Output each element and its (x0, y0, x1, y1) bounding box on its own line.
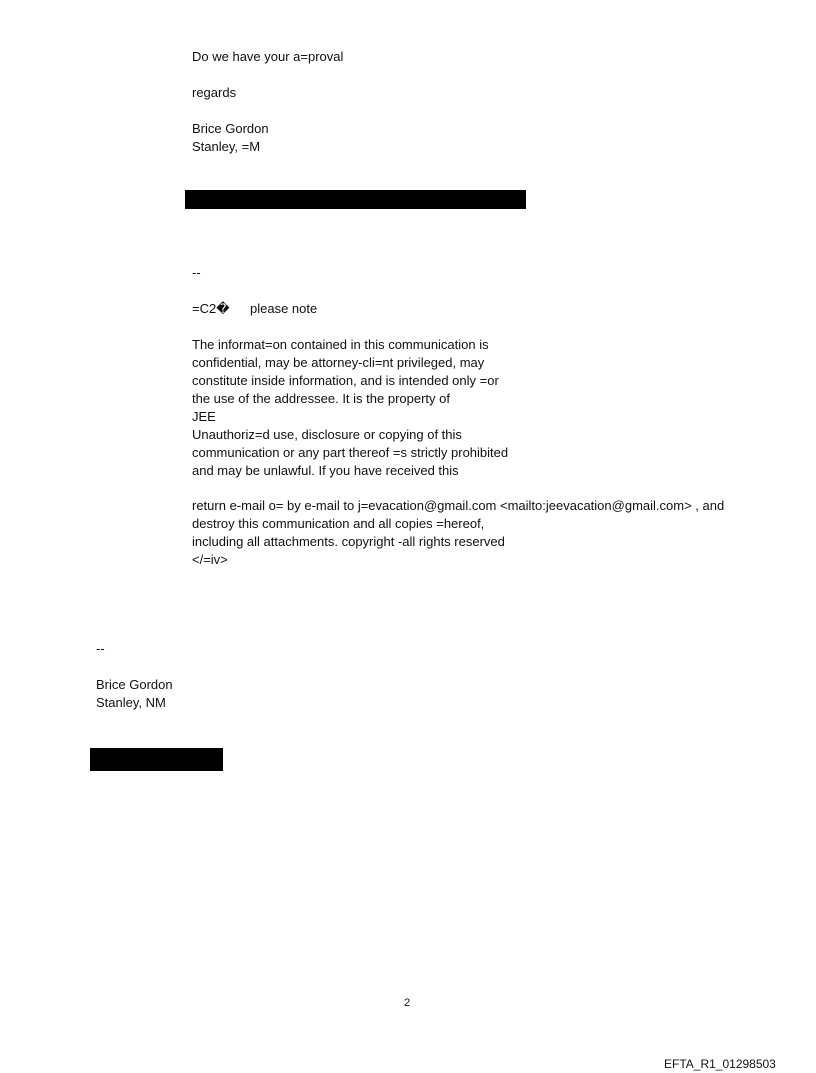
disclaimer-line: constitute inside information, and is intended only =or (192, 373, 499, 388)
signature-location: Stanley, NM (96, 695, 166, 710)
signature-name: Brice Gordon (192, 121, 269, 136)
approval-question: Do we have your a=proval (192, 49, 344, 64)
disclaimer-closing-line: destroy this communication and all copies =hereof, (192, 516, 485, 531)
disclaimer-closing-line: return e-mail o= by e-mail to j=evacation@gmail.com <mailto:jeevacation@gmail.com> , and (192, 498, 725, 513)
disclaimer-closing-line: including all attachments. copyright -all rights reserved (192, 534, 505, 549)
disclaimer-line: the use of the addressee. It is the property of (192, 391, 450, 406)
confidentiality-disclaimer (192, 336, 508, 480)
outer-separator: -- (96, 641, 105, 656)
regards-text: regards (192, 85, 237, 100)
note-prefix: =C2� (192, 301, 230, 316)
please-note-line (192, 300, 317, 318)
disclaimer-line: The informat=on contained in this communication is (192, 337, 489, 352)
disclaimer-line: JEE (192, 409, 216, 424)
disclaimer-line: confidential, may be attorney-cli=nt privileged, may (192, 355, 485, 370)
redaction-bar (90, 748, 223, 771)
page-number: 2 (404, 997, 411, 1009)
redaction-bar (185, 190, 526, 209)
disclaimer-line: and may be unlawful. If you have received this (192, 463, 459, 478)
signature-location: Stanley, =M (192, 139, 261, 154)
disclaimer-closing (192, 497, 724, 569)
disclaimer-line: communication or any part thereof =s strictly prohibited (192, 445, 509, 460)
disclaimer-line: Unauthoriz=d use, disclosure or copying of this (192, 427, 462, 442)
note-label: please note (250, 301, 318, 316)
disclaimer-closing-line: </=iv> (192, 552, 228, 567)
signature-name: Brice Gordon (96, 677, 173, 692)
quoted-signature (192, 120, 269, 156)
outer-signature (96, 676, 173, 712)
quoted-separator: -- (192, 265, 201, 280)
document-id: EFTA_R1_01298503 (664, 1057, 776, 1071)
